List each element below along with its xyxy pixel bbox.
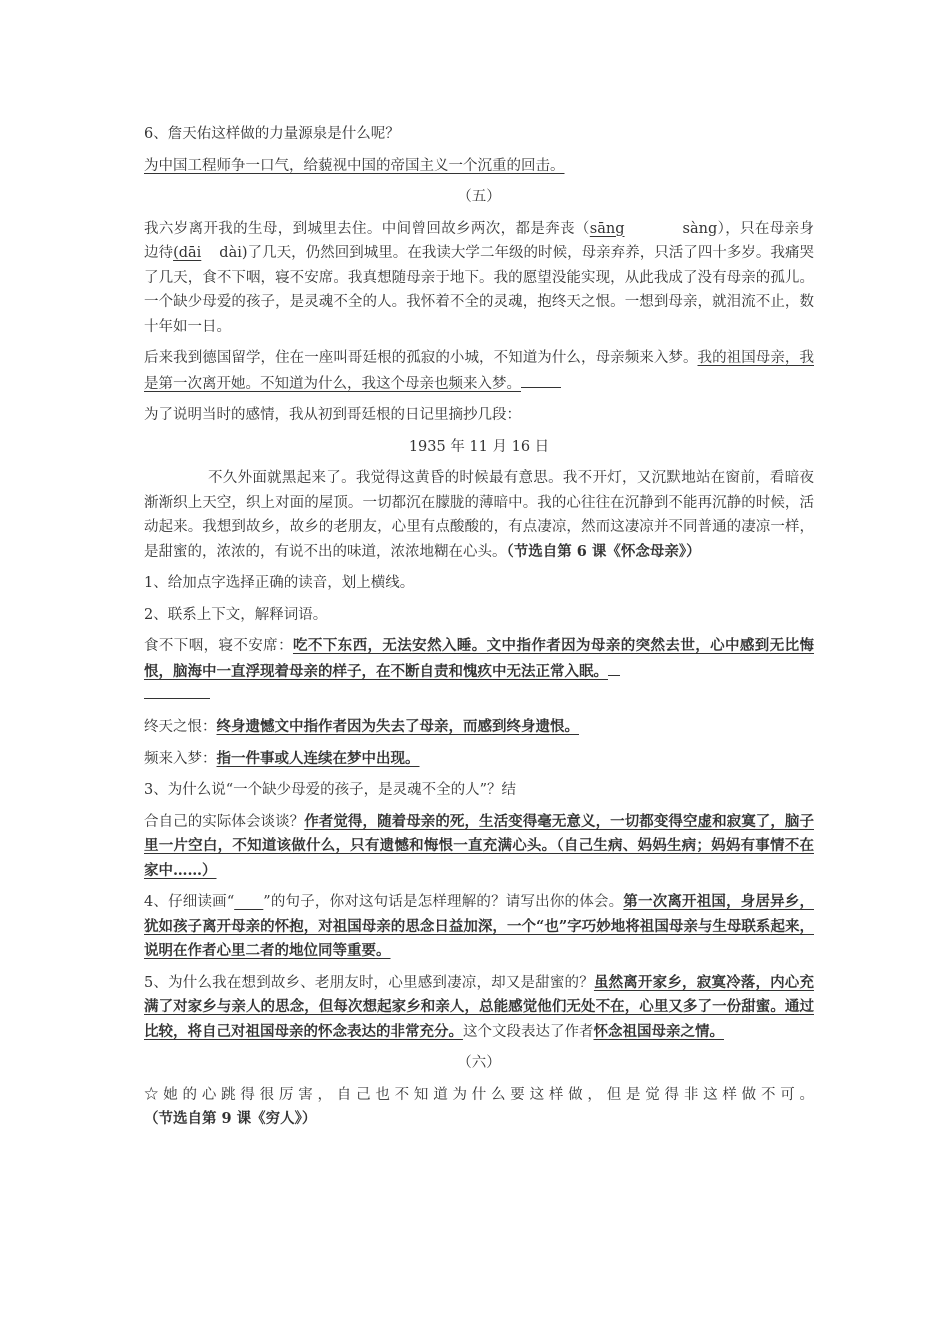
term-answer: 终身遗憾文中指作者因为失去了母亲，而感到终身遗恨。 <box>216 718 579 735</box>
underline-blank <box>521 371 561 388</box>
text: 5、为什么我在想到故乡、老朋友时，心里感到凄凉，却又是甜蜜的？ <box>144 974 594 991</box>
answer-text: 为中国工程师争一口气，给藐视中国的帝国主义一个沉重的回击。 <box>144 157 565 174</box>
question-2: 2、联系上下文，解释词语。 <box>144 606 328 623</box>
underlined-sentence: 我的祖国母亲，我是第一次离开她。不知道为什么，我这个母亲也频来入梦。 <box>144 350 814 392</box>
pinyin-option: sāng <box>589 220 625 237</box>
term-answer: 吃不下东西，无法安然入睡。文中指作者因为母亲的突然去世，心中感到无比悔恨，脑海中一直浮现着母亲的样子，在不断自责和愧疚中无法正常入眠。 <box>144 637 815 680</box>
text: )了几天，仍然回到城里。在我读大学二年级的时候，母亲弃养，只活了四十多岁。我痛哭了几天，食不下咽，寝不安席。我真想随母亲于地下。我的愿望没能实现，从此我成了没有母亲的孤儿。一个缺少母爱的孩子，是灵魂不全的人。我怀着不全的灵魂，抱终天之恨。一想到母亲，就泪流不止，数十年如一日。 <box>144 245 815 335</box>
passage-5-paragraph-3: 为了说明当时的感情，我从初到哥廷根的日记里摘抄几段： <box>144 407 521 423</box>
text: 这个文段表达了作者 <box>463 1023 594 1040</box>
text: ），只在母亲身边待 <box>144 220 815 261</box>
question-2c <box>144 747 814 772</box>
pinyin-option: sàng <box>682 220 718 237</box>
question-6-answer <box>144 154 814 179</box>
section-5-header: （五） <box>457 189 501 205</box>
pinyin-option: (dāi <box>173 245 202 261</box>
question-1: 1、给加点字选择正确的读音，划上横线。 <box>144 575 415 591</box>
question-2a-line <box>144 686 814 708</box>
text: 我六岁离开我的生母，到城里去住。中间曾回故乡两次，都是奔丧（ <box>144 220 590 237</box>
question-6: 6、詹天佑这样做的力量源泉是什么呢？ <box>144 126 400 142</box>
term-answer: 指一件事或人连续在梦中出现。 <box>216 749 420 767</box>
passage-5-paragraph-1 <box>144 217 814 340</box>
pinyin-option: dài <box>219 245 242 261</box>
text: ☆她的心跳得很厉害，自己也不知道为什么要这样做，但是觉得非这样做不可。 <box>144 1086 814 1103</box>
text: ”的句子，你对这句话是怎样理解的？请写出你的体会。 <box>263 894 624 910</box>
term-label: 食不下咽，寝不安席： <box>144 638 293 654</box>
question-5 <box>144 971 814 1045</box>
question-3-answer <box>144 810 814 884</box>
question-4 <box>144 890 814 964</box>
text: 合自己的实际体会谈谈？ <box>144 813 305 830</box>
term-label: 频来入梦： <box>144 750 217 767</box>
question-2b <box>144 715 814 740</box>
diary-entry <box>144 466 814 564</box>
section-6-header: （六） <box>457 1055 501 1071</box>
source-note: （节选自第 6 课《怀念母亲》） <box>506 542 701 560</box>
answer-text: 怀念祖国母亲之情。 <box>593 1022 724 1040</box>
document-page <box>144 122 814 1139</box>
text: 不久外面就黑起来了。我觉得这黄昏的时候最有意思。我不开灯，又沉默地站在窗前，看暗夜渐渐织上天空，织上对面的屋顶。一切都沉在朦胧的薄暗中。我的心往往在沉静到不能再沉静的时候，活动起来。我想到故乡，故乡的老朋友，心里有点酸酸的，有点凄凉，然而这凄凉并不同普通的凄凉一样，是甜蜜的，浓浓的，有说不出的味道，浓浓地糊在心头。 <box>144 470 814 560</box>
question-2a <box>144 634 814 684</box>
answer-text: 虽然离开家乡，寂寞冷落，内心充满了对家乡与亲人的思念，但每次想起家乡和亲人，总能感觉他们无处不在，心里又多了一份甜蜜。通过比较，将自己对祖国母亲的怀念表达的非常充分。 <box>144 973 814 1040</box>
passage-5-paragraph-2 <box>144 346 814 396</box>
answer-text: 第一次离开祖国，身居异乡，犹如孩子离开母亲的怀抱，对祖国母亲的思念日益加深，一个“也”字巧妙地将祖国母亲与生母联系起来，说明在作者心里二者的地位同等重要。 <box>144 893 814 959</box>
answer-rule <box>144 686 210 699</box>
underline-blank: ____ <box>234 894 264 910</box>
text: 后来我到德国留学，住在一座叫哥廷根的孤寂的小城，不知道为什么，母亲频来入梦。 <box>144 350 698 366</box>
diary-date: 1935 年 11 月 16 日 <box>408 438 550 455</box>
source-note: （节选自第 9 课《穷人》） <box>144 1110 317 1127</box>
term-label: 终天之恨： <box>144 719 217 735</box>
passage-6 <box>144 1083 814 1132</box>
text: 4、仔细读画“ <box>144 894 235 910</box>
question-3: 3、为什么说“一个缺少母爱的孩子，是灵魂不全的人”？结 <box>144 782 517 798</box>
answer-text: 作者觉得，随着母亲的死，生活变得毫无意义，一切都变得空虚和寂寞了，脑子里一片空白，不知道该做什么，只有遗憾和悔恨一直充满心头。（自己生病、妈妈生病；妈妈有事情不在家中……） <box>144 812 814 879</box>
underline-blank <box>608 659 620 676</box>
